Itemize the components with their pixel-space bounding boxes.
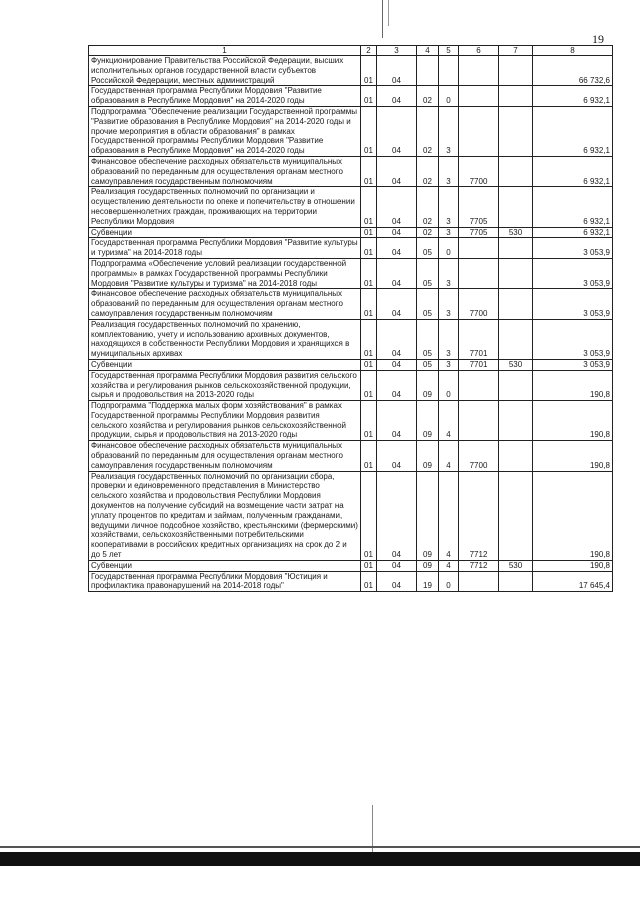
code-target: 7700 [459, 156, 499, 186]
code-expense-type [499, 571, 533, 592]
code-subsection: 04 [377, 571, 417, 592]
code-target [459, 401, 499, 441]
scan-mark [382, 0, 383, 38]
row-name: Государственная программа Республики Мордовия "Развитие образования в Республике Мордовия" на 2014-2020 годы [89, 86, 361, 107]
code-subsection: 04 [377, 441, 417, 471]
code-section: 01 [361, 106, 377, 156]
code-section: 01 [361, 471, 377, 560]
row-name: Реализация государственных полномочий по организации и осуществлению деятельности по опеке и попечительству в отношении несовершеннолетних граждан, проживающих на территории Республики Мордовия [89, 187, 361, 227]
table-row [89, 156, 613, 186]
row-amount: 190,8 [533, 560, 613, 571]
code-program: 02 [417, 106, 439, 156]
code-target: 7712 [459, 471, 499, 560]
code-target [459, 258, 499, 288]
code-section: 01 [361, 370, 377, 400]
row-name: Субвенции [89, 560, 361, 571]
code-target [459, 571, 499, 592]
row-name: Реализация государственных полномочий по хранению, комплектованию, учету и использованию архивных документов, находящихся в собственности Республики Мордовия и хранящихся в муниципальных архивах [89, 319, 361, 359]
code-subsection: 04 [377, 370, 417, 400]
table-row [89, 401, 613, 441]
row-amount: 66 732,6 [533, 56, 613, 86]
code-target [459, 370, 499, 400]
code-subprogram: 3 [439, 106, 459, 156]
code-program: 02 [417, 187, 439, 227]
code-program: 05 [417, 359, 439, 370]
code-subsection: 04 [377, 289, 417, 319]
code-expense-type [499, 258, 533, 288]
code-section: 01 [361, 187, 377, 227]
code-target: 7700 [459, 441, 499, 471]
code-subsection: 04 [377, 187, 417, 227]
header-cell: 3 [377, 46, 417, 56]
code-section: 01 [361, 441, 377, 471]
row-name: Финансовое обеспечение расходных обязательств муниципальных образований по переданным для осуществления органам местного самоуправления государственным полномочиям [89, 289, 361, 319]
code-expense-type [499, 289, 533, 319]
code-target: 7701 [459, 359, 499, 370]
code-subsection: 04 [377, 156, 417, 186]
table-row [89, 289, 613, 319]
code-target [459, 106, 499, 156]
code-section: 01 [361, 560, 377, 571]
page-number: 19 [592, 32, 604, 46]
code-expense-type [499, 238, 533, 259]
code-target: 7701 [459, 319, 499, 359]
code-program: 09 [417, 370, 439, 400]
code-section: 01 [361, 86, 377, 107]
header-cell: 7 [499, 46, 533, 56]
budget-table [88, 45, 613, 592]
code-subsection: 04 [377, 401, 417, 441]
code-section: 01 [361, 258, 377, 288]
code-program: 09 [417, 560, 439, 571]
code-expense-type [499, 187, 533, 227]
row-name: Финансовое обеспечение расходных обязательств муниципальных образований по переданным для осуществления органам местного самоуправления государственным полномочиям [89, 156, 361, 186]
code-subprogram: 3 [439, 289, 459, 319]
scan-edge [0, 852, 640, 866]
row-amount: 3 053,9 [533, 238, 613, 259]
code-subprogram: 0 [439, 238, 459, 259]
code-subprogram: 3 [439, 359, 459, 370]
code-program: 09 [417, 441, 439, 471]
code-subprogram: 0 [439, 370, 459, 400]
code-program: 02 [417, 86, 439, 107]
header-cell: 6 [459, 46, 499, 56]
code-expense-type [499, 401, 533, 441]
code-subsection: 04 [377, 359, 417, 370]
code-subprogram: 4 [439, 471, 459, 560]
code-subsection: 04 [377, 319, 417, 359]
code-expense-type [499, 106, 533, 156]
code-expense-type: 530 [499, 560, 533, 571]
code-subprogram: 3 [439, 319, 459, 359]
code-subprogram: 0 [439, 571, 459, 592]
table-row [89, 319, 613, 359]
code-subsection: 04 [377, 106, 417, 156]
table-row [89, 56, 613, 86]
code-expense-type: 530 [499, 227, 533, 238]
code-program: 02 [417, 227, 439, 238]
row-name: Реализация государственных полномочий по организации сбора, проверки и единовременного представления в Министерство сельского хозяйства и продовольствия Республики Мордовия документов на получение субсидий на возмещение части затрат на уплату процентов по кредитам и займам, полученным гражданами, ведущими личное подсобное хозяйство, крестьянскими (фермерскими) хозяйствами, сельскохозяйственными потребительскими кооперативами в российских кредитных организациях на срок до 2 и до 5 лет [89, 471, 361, 560]
row-amount: 3 053,9 [533, 258, 613, 288]
code-expense-type [499, 56, 533, 86]
row-name: Подпрограмма "Поддержка малых форм хозяйствования" в рамках Государственной программы Республики Мордовия развития сельского хозяйства и регулирования рынков сельскохозяйственной продукции, сырья и продовольствия на 2013-2020 годы [89, 401, 361, 441]
table-row [89, 106, 613, 156]
code-expense-type [499, 156, 533, 186]
code-program: 05 [417, 258, 439, 288]
table-row [89, 258, 613, 288]
code-expense-type: 530 [499, 359, 533, 370]
code-subsection: 04 [377, 56, 417, 86]
code-section: 01 [361, 238, 377, 259]
row-amount: 6 932,1 [533, 227, 613, 238]
code-target [459, 86, 499, 107]
code-program [417, 56, 439, 86]
code-subsection: 04 [377, 258, 417, 288]
code-target: 7705 [459, 187, 499, 227]
code-subprogram: 4 [439, 401, 459, 441]
row-name: Функционирование Правительства Российской Федерации, высших исполнительных органов государственной власти субъектов Российской Федерации, местных администраций [89, 56, 361, 86]
header-cell: 2 [361, 46, 377, 56]
row-amount: 6 932,1 [533, 156, 613, 186]
row-name: Субвенции [89, 359, 361, 370]
code-section: 01 [361, 571, 377, 592]
code-section: 01 [361, 319, 377, 359]
code-section: 01 [361, 359, 377, 370]
header-row [89, 46, 613, 56]
code-program: 09 [417, 401, 439, 441]
code-expense-type [499, 319, 533, 359]
code-target: 7700 [459, 289, 499, 319]
code-program: 19 [417, 571, 439, 592]
row-amount: 3 053,9 [533, 359, 613, 370]
code-subprogram: 3 [439, 258, 459, 288]
code-section: 01 [361, 56, 377, 86]
code-subprogram [439, 56, 459, 86]
header-cell: 4 [417, 46, 439, 56]
code-section: 01 [361, 156, 377, 186]
header-cell: 8 [533, 46, 613, 56]
code-subprogram: 3 [439, 156, 459, 186]
code-program: 02 [417, 156, 439, 186]
table-row [89, 571, 613, 592]
row-amount: 190,8 [533, 370, 613, 400]
table-row [89, 560, 613, 571]
header-cell: 5 [439, 46, 459, 56]
row-amount: 190,8 [533, 441, 613, 471]
code-subprogram: 3 [439, 227, 459, 238]
row-name: Подпрограмма «Обеспечение условий реализации государственной программы» в рамках Государственной программы Республики Мордовия "Развитие культуры и туризма" на 2014-2018 годы [89, 258, 361, 288]
row-amount: 3 053,9 [533, 319, 613, 359]
table-row [89, 359, 613, 370]
table-row [89, 187, 613, 227]
row-amount: 190,8 [533, 471, 613, 560]
code-expense-type [499, 370, 533, 400]
code-expense-type [499, 441, 533, 471]
code-subsection: 04 [377, 86, 417, 107]
table-row [89, 370, 613, 400]
code-target: 7712 [459, 560, 499, 571]
table-row [89, 86, 613, 107]
header-cell: 1 [89, 46, 361, 56]
code-expense-type [499, 86, 533, 107]
row-amount: 6 932,1 [533, 106, 613, 156]
scan-mark [388, 0, 389, 26]
scan-edge [0, 846, 640, 848]
code-expense-type [499, 471, 533, 560]
code-target: 7705 [459, 227, 499, 238]
row-amount: 6 932,1 [533, 187, 613, 227]
row-amount: 17 645,4 [533, 571, 613, 592]
code-subprogram: 4 [439, 441, 459, 471]
code-section: 01 [361, 227, 377, 238]
code-program: 05 [417, 289, 439, 319]
table-row [89, 238, 613, 259]
code-target [459, 238, 499, 259]
row-name: Государственная программа Республики Мордовия "Развитие культуры и туризма" на 2014-2018 годы [89, 238, 361, 259]
row-name: Государственная программа Республики Мордовия развития сельского хозяйства и регулирования рынков сельскохозяйственной продукции, сырья и продовольствия на 2013-2020 годы [89, 370, 361, 400]
row-name: Субвенции [89, 227, 361, 238]
code-subsection: 04 [377, 227, 417, 238]
code-program: 05 [417, 319, 439, 359]
table-row [89, 441, 613, 471]
table-row [89, 227, 613, 238]
code-subsection: 04 [377, 238, 417, 259]
row-amount: 6 932,1 [533, 86, 613, 107]
row-name: Финансовое обеспечение расходных обязательств муниципальных образований по переданным для осуществления органам местного самоуправления государственным полномочиям [89, 441, 361, 471]
code-subprogram: 3 [439, 187, 459, 227]
code-subsection: 04 [377, 560, 417, 571]
code-subsection: 04 [377, 471, 417, 560]
code-target [459, 56, 499, 86]
code-subprogram: 4 [439, 560, 459, 571]
table-row [89, 471, 613, 560]
code-subprogram: 0 [439, 86, 459, 107]
code-section: 01 [361, 401, 377, 441]
row-name: Подпрограмма "Обеспечение реализации Государственной программы "Развитие образования в Республике Мордовия" на 2014-2020 годы и прочие мероприятия в области образования" в рамках Государственной программы Республики Мордовия "Развитие образования в Республике Мордовия" на 2014-2020 годы [89, 106, 361, 156]
row-name: Государственная программа Республики Мордовия "Юстиция и профилактика правонарушений на 2014-2018 годы" [89, 571, 361, 592]
code-program: 09 [417, 471, 439, 560]
row-amount: 3 053,9 [533, 289, 613, 319]
row-amount: 190,8 [533, 401, 613, 441]
code-program: 05 [417, 238, 439, 259]
code-section: 01 [361, 289, 377, 319]
